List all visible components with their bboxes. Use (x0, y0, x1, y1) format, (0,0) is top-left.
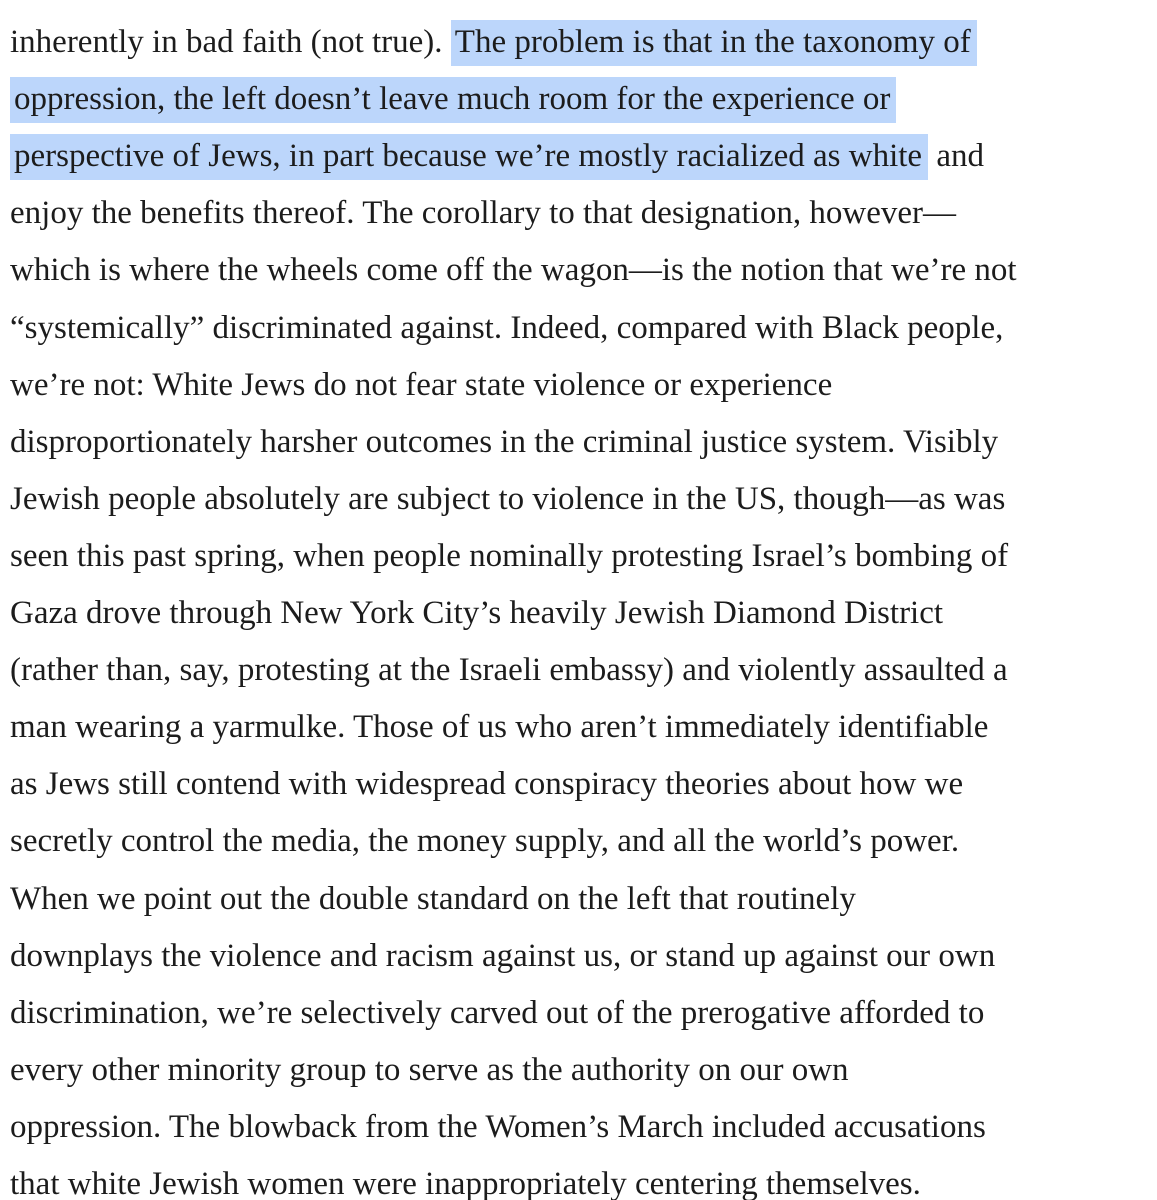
article-text (10, 0, 1155, 1200)
line-text: we’re not: White Jews do not fear state violence or experience (10, 366, 833, 403)
text-line (10, 756, 963, 813)
line-text: oppression. The blowback from the Women’s March included accusations (10, 1108, 986, 1145)
highlighted-text: The problem is that in the taxonomy of (451, 20, 977, 66)
line-text: that white Jewish women were inappropriately centering themselves. (10, 1166, 921, 1200)
text-line (10, 871, 856, 928)
text-line (10, 471, 1005, 528)
text-line (10, 585, 943, 642)
line-text: discrimination, we’re selectively carved out of the prerogative afforded to (10, 994, 985, 1031)
text-line (10, 642, 1008, 699)
text-line (10, 1156, 921, 1200)
line-text: When we point out the double standard on the left that routinely (10, 880, 856, 917)
text-line (10, 985, 984, 1042)
text-line (10, 300, 1003, 357)
text-line (10, 128, 984, 185)
text-line (10, 71, 896, 128)
line-text: “systemically” discriminated against. Indeed, compared with Black people, (10, 309, 1004, 346)
line-text: downplays the violence and racism against us, or stand up against our own (10, 937, 996, 974)
text-line (10, 1099, 986, 1156)
text-line (10, 414, 998, 471)
text-line (10, 928, 995, 985)
line-text: seen this past spring, when people nominally protesting Israel’s bombing of (10, 537, 1009, 574)
line-text: disproportionately harsher outcomes in the criminal justice system. Visibly (10, 423, 999, 460)
highlighted-text: perspective of Jews, in part because we’re mostly racialized as white (10, 134, 928, 180)
highlighted-text: oppression, the left doesn’t leave much room for the experience or (10, 77, 896, 123)
line-text: (rather than, say, protesting at the Israeli embassy) and violently assaulted a (10, 652, 1008, 689)
line-text: which is where the wheels come off the wagon—is the notion that we’re not (10, 252, 1017, 289)
text-line (10, 14, 977, 71)
text-line (10, 185, 956, 242)
text-line (10, 699, 988, 756)
line-text: as Jews still contend with widespread conspiracy theories about how we (10, 766, 964, 803)
text-line (10, 1042, 849, 1099)
line-text: Jewish people absolutely are subject to violence in the US, though—as was (10, 480, 1006, 517)
text-line (10, 813, 959, 870)
line-text: inherently in bad faith (not true). (10, 24, 451, 60)
line-text: enjoy the benefits thereof. The corollary to that designation, however— (10, 195, 957, 232)
line-text: Gaza drove through New York City’s heavily Jewish Diamond District (10, 595, 944, 631)
text-line (10, 357, 832, 414)
text-line (10, 528, 1008, 585)
line-text: and (928, 138, 984, 175)
line-text: every other minority group to serve as the authority on our own (10, 1051, 849, 1088)
text-line (10, 242, 1017, 299)
line-text: man wearing a yarmulke. Those of us who aren’t immediately identifiable (10, 709, 989, 746)
line-text: secretly control the media, the money supply, and all the world’s power. (10, 823, 960, 860)
